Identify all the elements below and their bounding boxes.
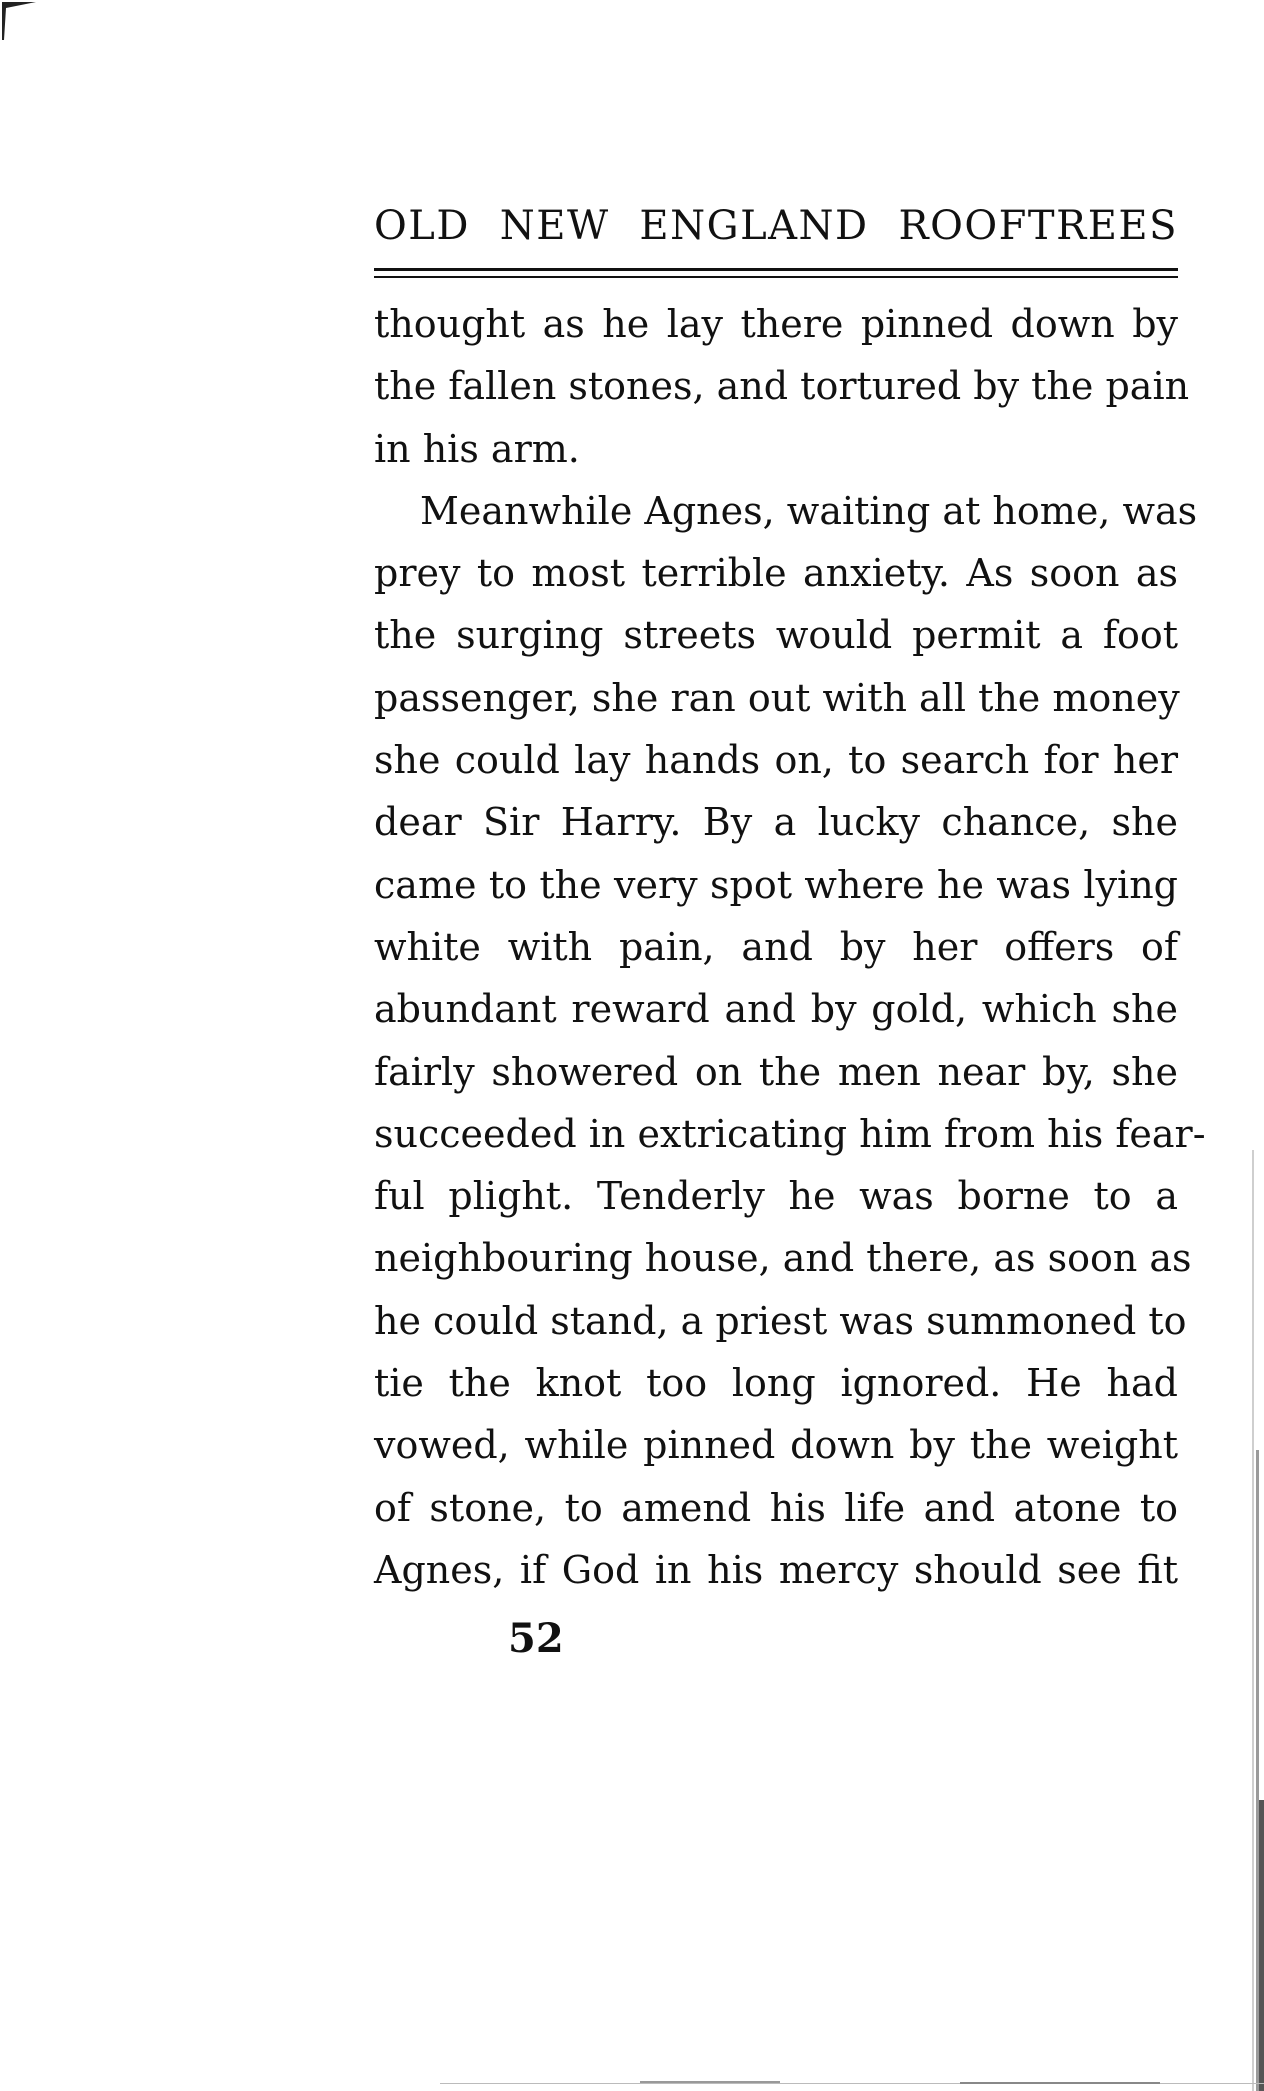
text-line: vowed, while pinned down by the weight [374, 1423, 1178, 1468]
text-line: fairly showered on the men near by, she [374, 1049, 1178, 1094]
text-line: dear Sir Harry. By a lucky chance, she [374, 800, 1178, 845]
text-line: she could lay hands on, to search for her [374, 738, 1178, 783]
text-line: tie the knot too long ignored. He had [374, 1361, 1178, 1406]
text-line: came to the very spot where he was lying [374, 862, 1178, 907]
page-number: 52 [508, 1615, 564, 1662]
text-line: the surging streets would permit a foot [374, 613, 1178, 658]
body-text [374, 293, 1206, 1601]
running-head: OLD NEW ENGLAND ROOFTREES [374, 203, 1178, 249]
text-line: in his arm. [374, 426, 580, 471]
paragraph-start-line: Meanwhile Agnes, waiting at home, was [420, 488, 1198, 533]
text-line: abundant reward and by gold, which she [374, 987, 1178, 1032]
text-line: passenger, she ran out with all the money [374, 675, 1180, 720]
text-line: neighbouring house, and there, as soon as [374, 1236, 1192, 1281]
text-line: white with pain, and by her offers of [374, 924, 1178, 969]
text-line: prey to most terrible anxiety. As soon as [374, 551, 1178, 596]
text-line: thought as he lay there pinned down by [374, 302, 1178, 346]
scan-bottom-edge [440, 2063, 1264, 2091]
text-line: he could stand, a priest was summoned to [374, 1298, 1187, 1343]
scan-edge-shadow [1238, 1150, 1264, 2091]
page-corner-mark [0, 0, 40, 40]
text-line: Agnes, if God in his mercy should see fit [374, 1547, 1178, 1592]
text-line: of stone, to amend his life and atone to [374, 1485, 1178, 1530]
text-line: the fallen stones, and tortured by the pain [374, 364, 1190, 409]
header-double-rule [374, 268, 1178, 278]
text-line: ful plight. Tenderly he was borne to a [374, 1174, 1178, 1219]
text-line: succeeded in extricating him from his fear- [374, 1111, 1206, 1156]
